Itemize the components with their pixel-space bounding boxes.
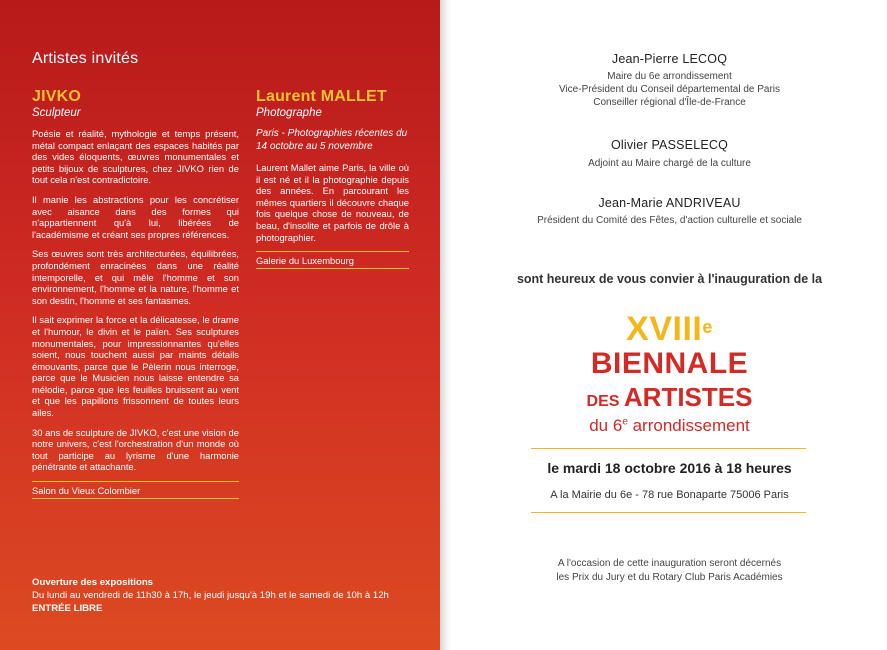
section-title: Artistes invités: [32, 50, 139, 67]
host-title-line: Conseiller régional d'Île-de-France: [593, 97, 746, 108]
host-name: Olivier PASSELECQ: [610, 138, 729, 152]
event-date: le mardi 18 octobre 2016 à 18 heures: [547, 460, 792, 476]
invite-line: sont heureux de vous convier à l'inauguration de la: [516, 272, 823, 286]
artist-name: Laurent MALLET: [256, 88, 387, 105]
page-fold: [440, 0, 452, 650]
host-title-line: Maire du 6e arrondissement: [607, 71, 732, 82]
subtitle-post: arrondissement: [627, 416, 750, 435]
footer-line: A l'occasion de cette inauguration seront décernés: [557, 558, 782, 569]
event-title-artistes-word: ARTISTES: [623, 382, 753, 412]
host-title-line: Vice-Président du Conseil départemental de Paris: [558, 84, 781, 95]
host-title: [452, 70, 887, 109]
artist-paragraph: Poésie et réalité, mythologie et temps présent, métal compact enlaçant des espaces habités par des vides éloquents, œuvres monumentales et petits bijoux de sculptures, chez JIVKO rien de tout cela n'est contradictoire.: [32, 128, 239, 186]
edition-roman: XVIII: [626, 310, 703, 348]
venue-label: Galerie du Luxembourg: [256, 251, 409, 269]
venue-label: Salon du Vieux Colombier: [32, 481, 239, 499]
footer-note: [452, 557, 887, 585]
edition-number: [452, 312, 887, 346]
opening-hours-title: Ouverture des expositions: [32, 577, 154, 588]
artist-role: Sculpteur: [32, 107, 81, 119]
event-title-biennale: BIENNALE: [590, 347, 749, 380]
right-panel: [452, 0, 887, 650]
divider-line: [531, 448, 806, 449]
opening-hours: [32, 576, 422, 615]
host-name: Jean-Marie ANDRIVEAU: [598, 196, 741, 210]
artist-paragraph: Il sait exprimer la force et la délicatesse, le drame et l'humour, le divin et le païen. Ses sculptures monumentales, pour impressionnantes qu'elles soient, nous touchent aussi par maints détails émouvants, parce que le Pèlerin nous interroge, parce que le Musicien nous laisse entendre sa mélodie, parce que les feuilles bruissent au vent et que les papillons frissonnent de toutes leurs ailes.: [32, 314, 239, 419]
exhibition-dates: Paris - Photographies récentes du 14 octobre au 5 novembre: [256, 128, 408, 152]
host-title: Adjoint au Maire chargé de la culture: [588, 158, 751, 169]
free-entry: ENTRÉE LIBRE: [32, 603, 103, 614]
artist-paragraph: 30 ans de sculpture de JIVKO, c'est une vision de notre univers, c'est l'orchestration d'un monde où tout participe au lyrisme d'une harmonie pénétrante et attachante.: [32, 426, 239, 473]
artist-paragraph: Laurent Mallet aime Paris, la ville où il est né et il la photographie depuis des années. En parcourant les mêmes quartiers il découvre chaque fois quelque chose de nouveau, de beau, d'insolite et parfois de drôle à photographier.: [256, 162, 409, 243]
left-panel: [0, 0, 440, 650]
artist-column-mallet: [256, 88, 409, 269]
event-address: A la Mairie du 6e - 78 rue Bonaparte 75006 Paris: [550, 489, 789, 501]
edition-sup: e: [702, 317, 713, 337]
event-title-artistes: [452, 382, 887, 413]
artist-role: Photographe: [256, 107, 322, 119]
artist-paragraph: Ses œuvres sont très architecturées, équilibrées, profondément enracinées dans une réalité intemporelle, et qui mêle l'homme et son environnement, l'homme et la nature, l'homme et son destin, l'homme et ses fantasmes.: [32, 248, 239, 306]
host-name: Jean-Pierre LECOQ: [611, 52, 728, 66]
event-title-des: DES: [586, 393, 620, 410]
artist-column-jivko: [32, 88, 239, 499]
subtitle-sup: e: [622, 416, 628, 428]
footer-line: les Prix du Jury et du Rotary Club Paris Académies: [556, 572, 783, 583]
subtitle-pre: du 6: [589, 416, 623, 435]
divider-line: [531, 512, 806, 513]
artist-paragraph: Il manie les abstractions pour les concrétiser avec aisance dans des formes qui n'appartiennent qu'à lui, libérées de l'académisme et créant ses propres références.: [32, 193, 239, 240]
event-subtitle: [452, 416, 887, 436]
host-title: Président du Comité des Fêtes, d'action culturelle et sociale: [537, 215, 802, 226]
opening-hours-text: Du lundi au vendredi de 11h30 à 17h, le jeudi jusqu'à 19h et le samedi de 10h à 12h: [32, 590, 389, 601]
artist-name: JIVKO: [32, 88, 82, 105]
